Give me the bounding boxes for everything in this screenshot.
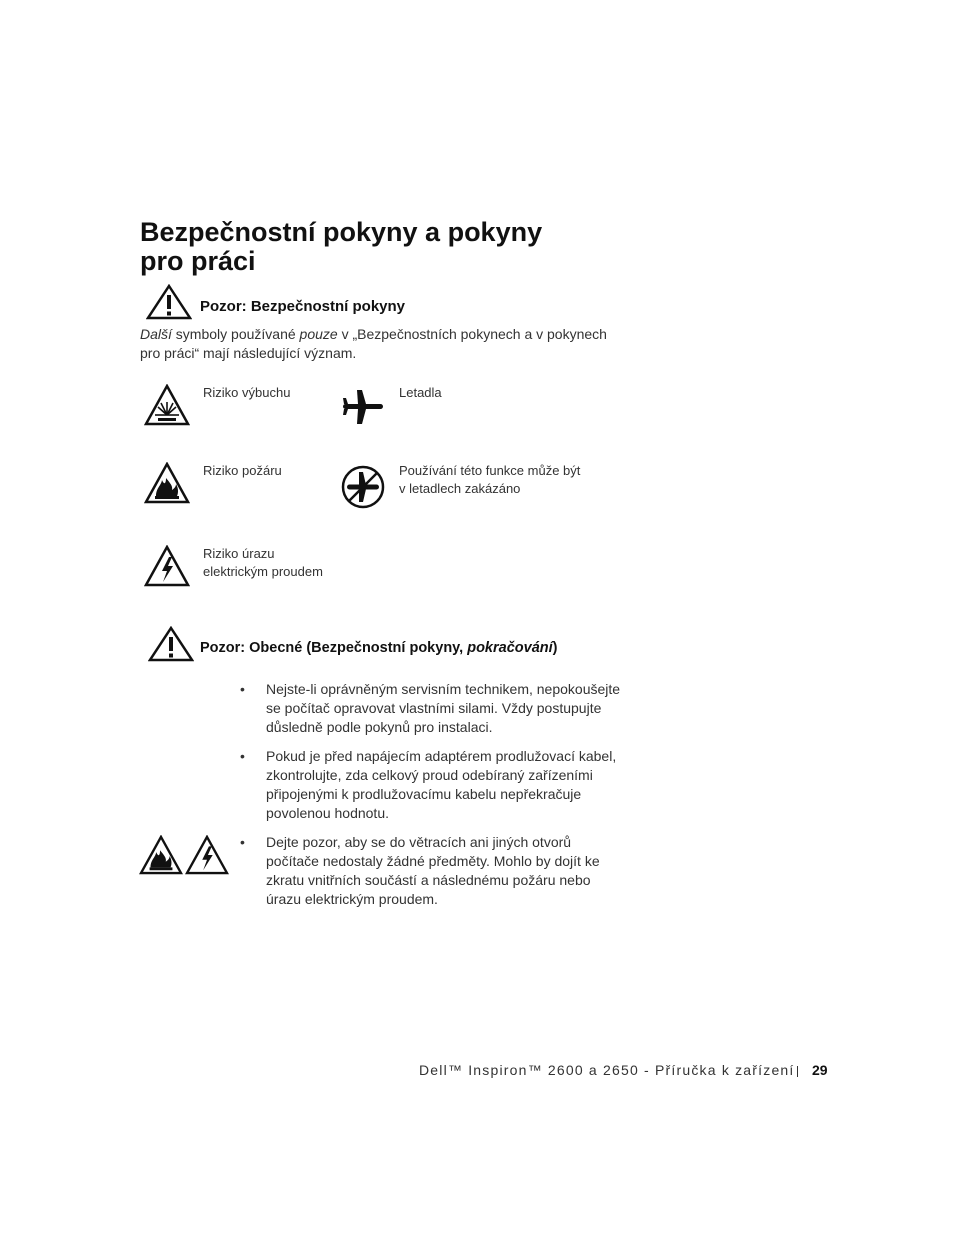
bullet-line: zkratu vnitřních součástí a následnému požáru nebo bbox=[266, 872, 591, 888]
list-item bbox=[240, 747, 630, 823]
section2-heading-italic: pokračování bbox=[467, 640, 553, 656]
symbol-label-fire: Riziko požáru bbox=[203, 463, 282, 478]
symbol-label-no-airplane-line1: Používání této funkce může být bbox=[399, 463, 581, 478]
symbol-label-shock-line2: elektrickým proudem bbox=[203, 564, 323, 579]
explosion-warning-icon bbox=[144, 384, 190, 426]
intro-line1 bbox=[140, 325, 640, 344]
symbol-label-shock bbox=[203, 545, 323, 581]
bullet-marker: • bbox=[240, 681, 245, 697]
bullet-list bbox=[240, 680, 630, 919]
page-title-line1: Bezpečnostní pokyny a pokyny bbox=[140, 217, 543, 247]
intro-text-part1: symboly používané bbox=[171, 326, 300, 342]
bullet-line: důsledně podle pokynů pro instalaci. bbox=[266, 719, 493, 735]
section2-heading bbox=[200, 640, 557, 656]
caution-icon bbox=[148, 626, 194, 662]
symbol-label-explosion: Riziko výbuchu bbox=[203, 385, 291, 400]
intro-italic-dalsi: Další bbox=[140, 326, 172, 342]
symbol-label-shock-line1: Riziko úrazu bbox=[203, 546, 275, 561]
electric-shock-warning-icon bbox=[185, 835, 229, 875]
intro-line2: pro práci“ mají následující význam. bbox=[140, 345, 357, 361]
section2-heading-prefix: Pozor: Obecné (Bezpečnostní pokyny, bbox=[200, 640, 468, 656]
bullet-line: Dejte pozor, aby se do větracích ani jiných otvorů bbox=[266, 834, 572, 850]
section1-intro bbox=[140, 325, 640, 363]
bullet-line: povolenou hodnotu. bbox=[266, 805, 389, 821]
bullet-line: počítače nedostaly žádné předměty. Mohlo by dojít ke bbox=[266, 853, 600, 869]
symbol-label-no-airplane bbox=[399, 462, 580, 498]
bullet-marker: • bbox=[240, 748, 245, 764]
fire-warning-icon bbox=[144, 462, 190, 504]
bullet-line: Nejste-li oprávněným servisním technikem, nepokoušejte bbox=[266, 681, 621, 697]
page-number: 29 bbox=[812, 1062, 828, 1078]
section1-heading: Pozor: Bezpečnostní pokyny bbox=[200, 298, 406, 315]
list-item bbox=[240, 833, 630, 909]
symbol-label-no-airplane-line2: v letadlech zakázáno bbox=[399, 481, 521, 496]
airplane-icon bbox=[340, 388, 386, 426]
electric-shock-warning-icon bbox=[144, 545, 190, 587]
no-airplane-icon bbox=[340, 464, 386, 510]
bullet-line: úrazu elektrickým proudem. bbox=[266, 891, 438, 907]
list-item bbox=[240, 680, 630, 737]
bullet-line: připojenými k prodlužovacímu kabelu nepřekračuje bbox=[266, 786, 582, 802]
symbol-label-airplane: Letadla bbox=[399, 385, 442, 400]
intro-text-part2: v „Bezpečnostních pokynech a v pokynech bbox=[337, 326, 607, 342]
section2-heading-suffix: ) bbox=[552, 640, 558, 656]
footer-text: Dell™ Inspiron™ 2600 a 2650 - Příručka k zařízení bbox=[419, 1062, 795, 1078]
page-title bbox=[140, 218, 542, 276]
bullet-marker: • bbox=[240, 834, 245, 850]
page-title-line2: pro práci bbox=[140, 246, 256, 276]
caution-icon bbox=[146, 284, 192, 320]
bullet-line: zkontrolujte, zda celkový proud odebíraný zařízeními bbox=[266, 767, 593, 783]
bullet-line: Pokud je před napájecím adaptérem prodlužovací kabel, bbox=[266, 748, 617, 764]
bullet-line: se počítač opravovat vlastními silami. Vždy postupujte bbox=[266, 700, 602, 716]
footer-separator bbox=[797, 1066, 798, 1077]
fire-warning-icon bbox=[139, 835, 183, 875]
intro-italic-pouze: pouze bbox=[299, 326, 338, 342]
